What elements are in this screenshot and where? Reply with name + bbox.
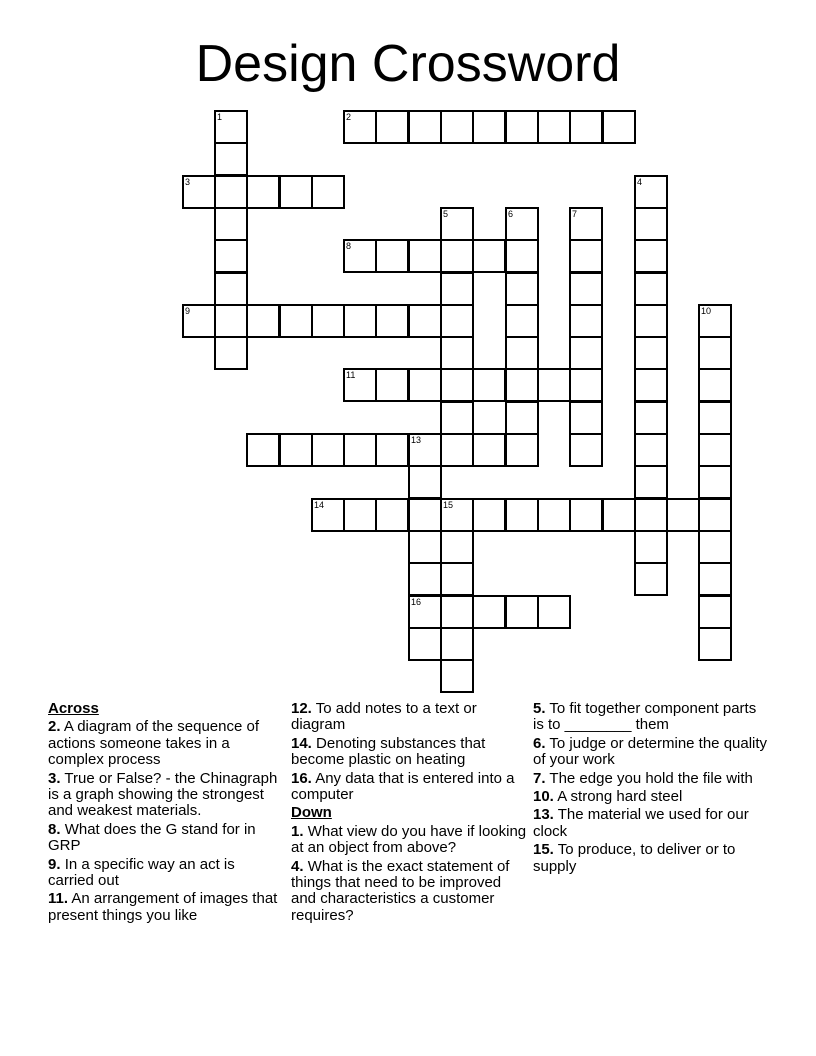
crossword-cell[interactable] <box>666 498 700 532</box>
clue-text: What does the G stand for in GRP <box>48 820 256 855</box>
crossword-cell[interactable] <box>375 368 409 402</box>
clue-text: The edge you hold the file with <box>549 769 753 787</box>
crossword-cell[interactable] <box>537 498 571 532</box>
clue-item <box>291 859 527 925</box>
crossword-cell[interactable] <box>537 368 571 402</box>
clue-text: To add notes to a text or diagram <box>291 700 477 734</box>
clue-item <box>533 771 769 787</box>
crossword-cell[interactable] <box>279 175 313 209</box>
crossword-cell[interactable] <box>214 110 248 144</box>
crossword-cell[interactable] <box>440 304 474 338</box>
clue-number: 5. <box>533 700 546 717</box>
crossword-cell[interactable] <box>311 175 345 209</box>
crossword-cell[interactable] <box>569 207 603 241</box>
clue-text: In a specific way an act is carried out <box>48 855 235 890</box>
crossword-cell[interactable] <box>214 175 248 209</box>
crossword-cell[interactable] <box>472 239 506 273</box>
crossword-cell[interactable] <box>182 304 216 338</box>
crossword-cell[interactable] <box>698 498 732 532</box>
clue-number-label: 5 <box>443 209 449 219</box>
clue-number: 2. <box>48 718 61 736</box>
clue-text: To fit together component parts is to ________ them <box>533 700 757 734</box>
clue-text: What view do you have if looking at an object from above? <box>291 822 527 857</box>
clue-number-label: 10 <box>701 306 712 316</box>
crossword-cell[interactable] <box>505 368 539 402</box>
crossword-cell[interactable] <box>214 239 248 273</box>
crossword-cell[interactable] <box>634 401 668 435</box>
crossword-cell[interactable] <box>440 110 474 144</box>
clue-item <box>48 822 280 855</box>
crossword-cell[interactable] <box>375 304 409 338</box>
clue-item <box>533 736 769 769</box>
crossword-cell[interactable] <box>634 465 668 499</box>
crossword-cell[interactable] <box>343 498 377 532</box>
clue-text: True or False? - the Chinagraph is a graph showing the strongest and weakest materials. <box>48 769 278 820</box>
crossword-cell[interactable] <box>698 304 732 338</box>
crossword-cell[interactable] <box>505 401 539 435</box>
crossword-cell[interactable] <box>472 433 506 467</box>
crossword-cell[interactable] <box>634 368 668 402</box>
crossword-cell[interactable] <box>698 336 732 370</box>
clue-number: 3. <box>48 769 61 787</box>
crossword-cell[interactable] <box>634 304 668 338</box>
clue-number: 15. <box>533 841 554 859</box>
crossword-cell[interactable] <box>408 595 442 629</box>
crossword-cell[interactable] <box>602 498 636 532</box>
crossword-cell[interactable] <box>505 595 539 629</box>
clue-text: To produce, to deliver or to supply <box>533 841 736 875</box>
clue-number: 1. <box>291 822 304 840</box>
crossword-cell[interactable] <box>440 433 474 467</box>
crossword-cell[interactable] <box>343 239 377 273</box>
clue-item <box>291 701 527 734</box>
crossword-cell[interactable] <box>408 530 442 564</box>
crossword-cell[interactable] <box>698 368 732 402</box>
crossword-cell[interactable] <box>408 627 442 661</box>
page-title: Design Crossword <box>195 35 621 93</box>
clue-number: 16. <box>291 769 312 787</box>
crossword-cell[interactable] <box>634 433 668 467</box>
clue-item <box>291 736 527 769</box>
clue-column-2 <box>291 701 527 926</box>
crossword-cell[interactable] <box>343 304 377 338</box>
crossword-cell[interactable] <box>375 433 409 467</box>
crossword-cell[interactable] <box>408 562 442 596</box>
clue-item <box>533 842 769 875</box>
crossword-cell[interactable] <box>634 239 668 273</box>
clue-column-1 <box>48 701 280 926</box>
crossword-cell[interactable] <box>246 433 280 467</box>
crossword-cell[interactable] <box>698 562 732 596</box>
crossword-cell[interactable] <box>440 627 474 661</box>
crossword-cell[interactable] <box>634 175 668 209</box>
crossword-cell[interactable] <box>602 110 636 144</box>
crossword-cell[interactable] <box>375 498 409 532</box>
crossword-cell[interactable] <box>279 433 313 467</box>
crossword-cell[interactable] <box>408 465 442 499</box>
clue-number: 4. <box>291 857 304 875</box>
crossword-cell[interactable] <box>569 110 603 144</box>
crossword-cell[interactable] <box>440 659 474 693</box>
crossword-cell[interactable] <box>505 239 539 273</box>
clue-item <box>48 891 280 924</box>
clue-number-label: 7 <box>572 209 578 219</box>
crossword-cell[interactable] <box>408 304 442 338</box>
clue-text: To judge or determine the quality of your work <box>533 734 768 769</box>
crossword-cell[interactable] <box>698 627 732 661</box>
clue-number-label: 8 <box>346 241 352 251</box>
crossword-cell[interactable] <box>408 498 442 532</box>
down-heading: Down <box>291 804 332 822</box>
crossword-cell[interactable] <box>569 433 603 467</box>
crossword-cell[interactable] <box>505 336 539 370</box>
clue-text: An arrangement of images that present things you like <box>48 890 278 924</box>
clue-text: Denoting substances that become plastic on heating <box>291 734 486 769</box>
crossword-cell[interactable] <box>343 110 377 144</box>
clue-number: 10. <box>533 788 554 806</box>
clue-column-3 <box>533 701 769 877</box>
clue-number: 11. <box>48 890 69 908</box>
crossword-cell[interactable] <box>214 304 248 338</box>
crossword-cell[interactable] <box>698 433 732 467</box>
clue-text: A strong hard steel <box>557 788 683 806</box>
crossword-cell[interactable] <box>440 239 474 273</box>
crossword-cell[interactable] <box>505 272 539 306</box>
clue-item <box>48 719 280 768</box>
crossword-cell[interactable] <box>472 110 506 144</box>
clue-item <box>291 824 527 857</box>
crossword-cell[interactable] <box>311 304 345 338</box>
clue-number-label: 3 <box>185 177 191 187</box>
clue-number-label: 1 <box>217 112 223 122</box>
clue-item <box>533 807 769 840</box>
crossword-cell[interactable] <box>279 304 313 338</box>
crossword-cell[interactable] <box>214 336 248 370</box>
crossword-cell[interactable] <box>537 595 571 629</box>
clue-number-label: 11 <box>346 370 356 380</box>
crossword-cell[interactable] <box>214 207 248 241</box>
crossword-cell[interactable] <box>698 595 732 629</box>
crossword-cell[interactable] <box>408 368 442 402</box>
crossword-cell[interactable] <box>569 336 603 370</box>
clue-number: 13. <box>533 806 554 824</box>
crossword-cell[interactable] <box>440 368 474 402</box>
clue-number: 12. <box>291 700 312 717</box>
crossword-cell[interactable] <box>311 498 345 532</box>
clue-item <box>533 701 769 734</box>
clue-text: What is the exact statement of things that need to be improved and characteristics a customer requires? <box>291 857 510 924</box>
crossword-cell[interactable] <box>505 207 539 241</box>
crossword-cell[interactable] <box>472 368 506 402</box>
crossword-cell[interactable] <box>440 272 474 306</box>
crossword-cell[interactable] <box>634 562 668 596</box>
crossword-cell[interactable] <box>311 433 345 467</box>
crossword-cell[interactable] <box>246 304 280 338</box>
crossword-cell[interactable] <box>698 530 732 564</box>
clue-item <box>48 771 280 820</box>
crossword-cell[interactable] <box>182 175 216 209</box>
crossword-cell[interactable] <box>408 239 442 273</box>
clue-number: 7. <box>533 769 546 787</box>
crossword-cell[interactable] <box>505 304 539 338</box>
crossword-cell[interactable] <box>569 368 603 402</box>
crossword-cell[interactable] <box>343 368 377 402</box>
clue-number-label: 2 <box>346 112 352 122</box>
crossword-cell[interactable] <box>440 401 474 435</box>
crossword-cell[interactable] <box>698 465 732 499</box>
clue-text: The material we used for our clock <box>533 806 749 840</box>
crossword-cell[interactable] <box>634 498 668 532</box>
clue-number-label: 9 <box>185 306 191 316</box>
crossword-cell[interactable] <box>634 207 668 241</box>
crossword-cell[interactable] <box>505 110 539 144</box>
crossword-cell[interactable] <box>505 433 539 467</box>
crossword-cell[interactable] <box>569 239 603 273</box>
crossword-cell[interactable] <box>634 530 668 564</box>
clue-text: Any data that is entered into a computer <box>291 769 515 804</box>
clue-number: 6. <box>533 734 546 752</box>
crossword-cell[interactable] <box>634 336 668 370</box>
crossword-cell[interactable] <box>440 207 474 241</box>
crossword-cell[interactable] <box>440 336 474 370</box>
clue-number: 8. <box>48 820 61 838</box>
clue-number-label: 13 <box>411 435 422 445</box>
clue-number-label: 15 <box>443 500 454 510</box>
crossword-cell[interactable] <box>440 595 474 629</box>
crossword-cell[interactable] <box>246 175 280 209</box>
crossword-cell[interactable] <box>537 110 571 144</box>
crossword-cell[interactable] <box>214 142 248 176</box>
clue-text: A diagram of the sequence of actions someone takes in a complex process <box>48 718 259 769</box>
across-heading: Across <box>48 700 99 717</box>
clue-item <box>291 771 527 804</box>
clue-item <box>533 789 769 805</box>
clue-item <box>48 857 280 890</box>
clue-number-label: 6 <box>508 209 514 219</box>
clue-number-label: 16 <box>411 597 422 607</box>
crossword-cell[interactable] <box>440 530 474 564</box>
crossword-cell[interactable] <box>505 498 539 532</box>
crossword-cell[interactable] <box>375 239 409 273</box>
clue-number: 9. <box>48 855 61 873</box>
crossword-cell[interactable] <box>698 401 732 435</box>
crossword-cell[interactable] <box>569 304 603 338</box>
clue-number-label: 14 <box>314 500 325 510</box>
crossword-cell[interactable] <box>214 272 248 306</box>
crossword-cell[interactable] <box>408 433 442 467</box>
clue-number-label: 4 <box>637 177 643 187</box>
crossword-cell[interactable] <box>634 272 668 306</box>
crossword-cell[interactable] <box>408 110 442 144</box>
crossword-cell[interactable] <box>569 401 603 435</box>
crossword-cell[interactable] <box>343 433 377 467</box>
crossword-cell[interactable] <box>375 110 409 144</box>
crossword-cell[interactable] <box>472 498 506 532</box>
crossword-cell[interactable] <box>569 498 603 532</box>
crossword-cell[interactable] <box>569 272 603 306</box>
crossword-cell[interactable] <box>440 498 474 532</box>
clue-number: 14. <box>291 734 312 752</box>
crossword-cell[interactable] <box>440 562 474 596</box>
crossword-cell[interactable] <box>472 595 506 629</box>
